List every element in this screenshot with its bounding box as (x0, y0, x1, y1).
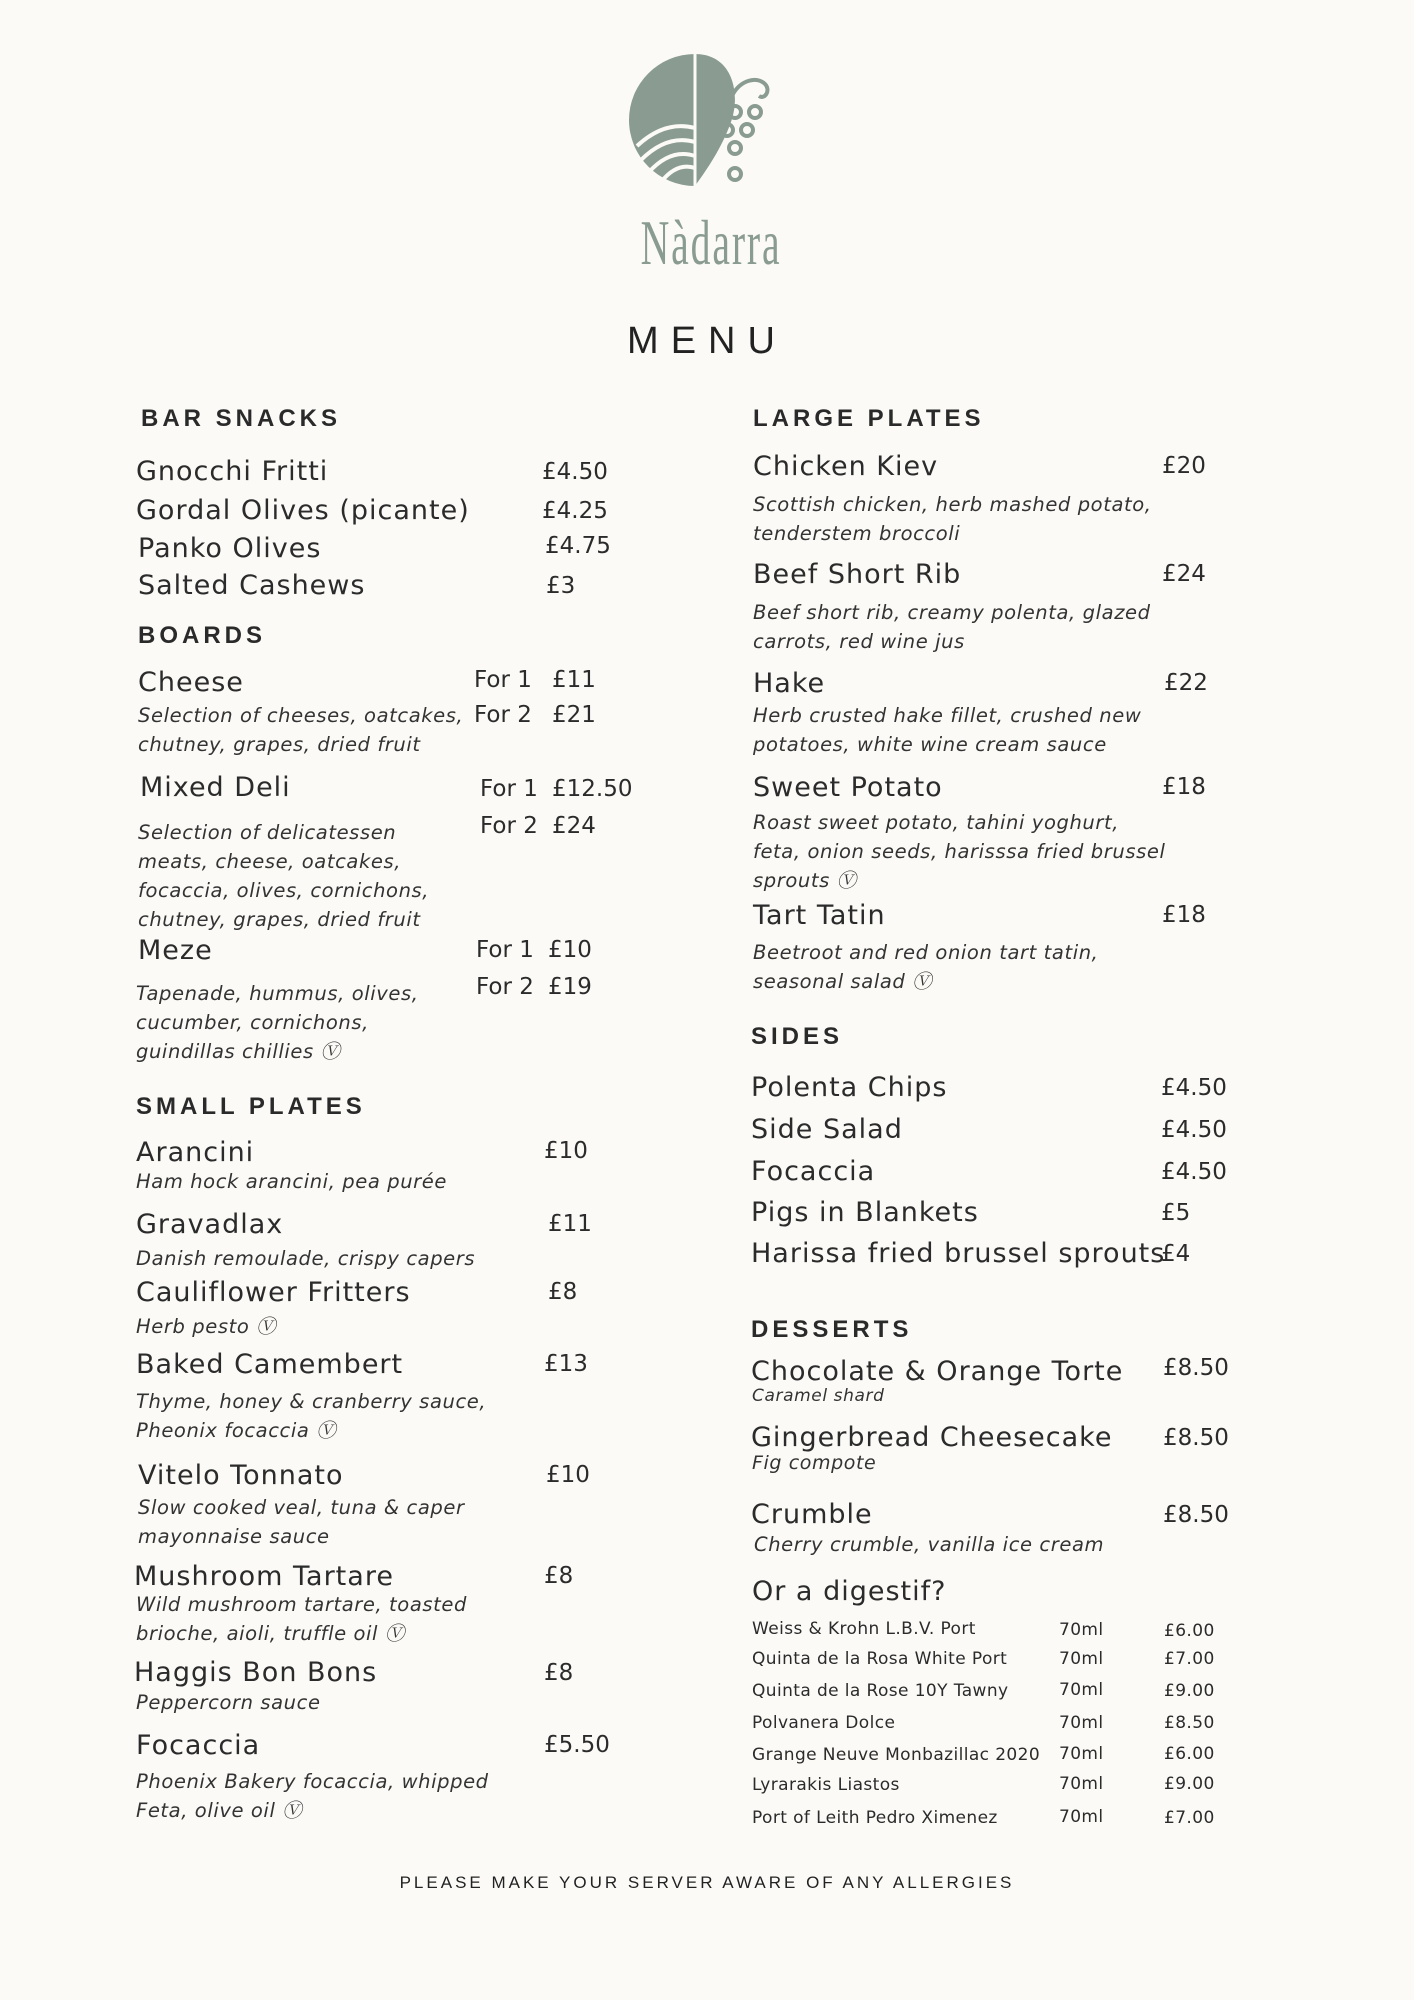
menu-item-desc: Phoenix Bakery focaccia, whipped Feta, olive oil Ⓥ (136, 1770, 489, 1822)
menu-item-price: £8 (548, 1279, 578, 1305)
menu-item-name: Mushroom Tartare (134, 1561, 394, 1592)
menu-item-desc: Herb pesto Ⓥ (136, 1315, 277, 1338)
board-item-name: Mixed Deli (140, 772, 291, 803)
menu-item-price: £4.50 (1161, 1159, 1227, 1185)
page-title: MENU (627, 320, 787, 362)
board-portion-label: For 2 (476, 974, 534, 1000)
board-item-name: Meze (138, 935, 213, 966)
menu-item-price: £3 (546, 573, 576, 599)
digestif-size: 70ml (1059, 1744, 1104, 1764)
digestif-price: £7.00 (1164, 1808, 1215, 1828)
menu-item-name: Gnocchi Fritti (136, 456, 329, 487)
menu-item-name: Beef Short Rib (753, 559, 962, 590)
board-item-desc: Selection of cheeses, oatcakes, chutney, grapes, dried fruit (138, 704, 464, 756)
menu-item-price: £8.50 (1163, 1425, 1229, 1451)
digestif-price: £8.50 (1164, 1713, 1215, 1733)
menu-item-desc: Beetroot and red onion tart tatin, seasonal salad Ⓥ (753, 941, 1099, 993)
menu-item-name: Focaccia (136, 1730, 261, 1761)
menu-item-name: Pigs in Blankets (751, 1197, 979, 1228)
menu-item-name: Chocolate & Orange Torte (751, 1356, 1124, 1387)
board-item-name: Cheese (138, 667, 244, 698)
menu-item-name: Polenta Chips (751, 1072, 948, 1103)
menu-item-name: Panko Olives (138, 533, 322, 564)
digestif-heading: Or a digestif? (752, 1576, 947, 1607)
menu-item-price: £20 (1162, 453, 1206, 479)
digestif-price: £9.00 (1164, 1681, 1215, 1701)
menu-item-price: £4.50 (542, 459, 608, 485)
digestif-price: £6.00 (1164, 1744, 1215, 1764)
section-heading-small-plates: SMALL PLATES (136, 1093, 366, 1120)
digestif-size: 70ml (1059, 1774, 1104, 1794)
menu-item-price: £22 (1164, 670, 1208, 696)
menu-item-price: £8 (544, 1563, 574, 1589)
menu-item-price: £13 (544, 1351, 588, 1377)
menu-item-price: £10 (544, 1138, 588, 1164)
digestif-size: 70ml (1059, 1680, 1104, 1700)
menu-item-name: Gingerbread Cheesecake (751, 1422, 1113, 1453)
menu-item-name: Gravadlax (136, 1209, 284, 1240)
board-portion-label: For 1 (480, 776, 538, 802)
digestif-size: 70ml (1059, 1713, 1104, 1733)
menu-item-desc: Beef short rib, creamy polenta, glazed carrots, red wine jus (753, 601, 1151, 653)
menu-item-name: Side Salad (751, 1114, 903, 1145)
board-portion-label: For 1 (476, 937, 534, 963)
menu-item-desc: Wild mushroom tartare, toasted brioche, aioli, truffle oil Ⓥ (136, 1593, 467, 1645)
menu-item-desc: Caramel shard (752, 1386, 885, 1406)
menu-item-name: Chicken Kiev (753, 451, 939, 482)
board-portion-label: For 1 (474, 667, 532, 693)
digestif-size: 70ml (1059, 1620, 1104, 1640)
menu-item-name: Salted Cashews (138, 570, 366, 601)
menu-item-name: Vitelo Tonnato (138, 1460, 344, 1491)
menu-item-price: £10 (546, 1462, 590, 1488)
board-price: £10 (548, 937, 592, 963)
menu-item-name: Baked Camembert (136, 1349, 404, 1380)
menu-item-desc: Ham hock arancini, pea purée (136, 1170, 447, 1193)
menu-item-price: £4 (1161, 1241, 1191, 1267)
menu-item-desc: Roast sweet potato, tahini yoghurt, feta, onion seeds, harisssa fried brussel sprouts Ⓥ (753, 811, 1166, 892)
board-price: £11 (552, 667, 596, 693)
menu-item-price: £8 (544, 1660, 574, 1686)
menu-item-price: £4.50 (1161, 1117, 1227, 1143)
board-portion-label: For 2 (474, 702, 532, 728)
digestif-price: £7.00 (1164, 1649, 1215, 1669)
menu-item-name: Harissa fried brussel sprouts (751, 1238, 1166, 1269)
board-price: £19 (548, 974, 592, 1000)
section-heading-large-plates: LARGE PLATES (753, 405, 985, 432)
board-item-desc: Tapenade, hummus, olives, cucumber, cornichons, guindillas chillies Ⓥ (136, 982, 419, 1063)
menu-item-name: Tart Tatin (753, 900, 886, 931)
section-heading-sides: SIDES (751, 1023, 844, 1050)
section-heading-desserts: DESSERTS (751, 1316, 913, 1343)
digestif-name: Quinta de la Rose 10Y Tawny (752, 1681, 1009, 1701)
menu-item-name: Crumble (751, 1499, 873, 1530)
menu-item-price: £18 (1162, 774, 1206, 800)
allergy-notice: PLEASE MAKE YOUR SERVER AWARE OF ANY ALLERGIES (399, 1873, 1015, 1892)
digestif-name: Polvanera Dolce (752, 1713, 896, 1733)
section-heading-bar-snacks: BAR SNACKS (141, 405, 342, 432)
menu-item-price: £8.50 (1163, 1355, 1229, 1381)
section-heading-boards: BOARDS (138, 622, 267, 649)
menu-item-price: £4.75 (545, 533, 611, 559)
digestif-name: Grange Neuve Monbazillac 2020 (752, 1745, 1041, 1765)
menu-item-desc: Cherry crumble, vanilla ice cream (754, 1533, 1105, 1556)
menu-item-price: £8.50 (1163, 1502, 1229, 1528)
menu-item-price: £5.50 (544, 1732, 610, 1758)
menu-item-desc: Slow cooked veal, tuna & caper mayonnaise sauce (138, 1496, 465, 1548)
menu-item-name: Cauliflower Fritters (136, 1277, 411, 1308)
digestif-name: Lyrarakis Liastos (752, 1775, 900, 1795)
menu-item-desc: Danish remoulade, crispy capers (136, 1247, 476, 1270)
menu-item-price: £24 (1162, 561, 1206, 587)
digestif-price: £6.00 (1164, 1621, 1215, 1641)
menu-item-name: Sweet Potato (753, 772, 943, 803)
board-portion-label: For 2 (480, 813, 538, 839)
board-price: £12.50 (552, 776, 633, 802)
menu-item-price: £5 (1161, 1200, 1191, 1226)
menu-item-desc: Thyme, honey & cranberry sauce, Pheonix focaccia Ⓥ (136, 1390, 487, 1442)
menu-item-name: Hake (753, 668, 826, 699)
menu-item-desc: Scottish chicken, herb mashed potato, tenderstem broccoli (753, 493, 1152, 545)
menu-item-desc: Herb crusted hake fillet, crushed new potatoes, white wine cream sauce (753, 704, 1142, 756)
digestif-name: Port of Leith Pedro Ximenez (752, 1808, 998, 1828)
menu-item-price: £11 (548, 1211, 592, 1237)
menu-item-name: Focaccia (751, 1156, 876, 1187)
digestif-name: Quinta de la Rosa White Port (752, 1649, 1008, 1669)
menu-item-desc: Fig compote (752, 1452, 877, 1474)
digestif-size: 70ml (1059, 1649, 1104, 1669)
brand-name: Nàdarra (640, 207, 782, 278)
board-price: £24 (552, 813, 596, 839)
digestif-size: 70ml (1059, 1807, 1104, 1827)
menu-item-price: £4.50 (1161, 1075, 1227, 1101)
menu-item-name: Arancini (136, 1137, 255, 1168)
board-price: £21 (552, 702, 596, 728)
menu-item-name: Haggis Bon Bons (134, 1657, 378, 1688)
board-item-desc: Selection of delicatessen meats, cheese, oatcakes, focaccia, olives, cornichons, chutney, grapes, dried fruit (138, 821, 430, 931)
digestif-price: £9.00 (1164, 1774, 1215, 1794)
menu-item-name: Gordal Olives (picante) (136, 495, 470, 526)
menu-item-desc: Peppercorn sauce (136, 1691, 321, 1714)
digestif-name: Weiss & Krohn L.B.V. Port (752, 1619, 976, 1639)
menu-item-price: £18 (1162, 902, 1206, 928)
menu-item-price: £4.25 (542, 498, 608, 524)
